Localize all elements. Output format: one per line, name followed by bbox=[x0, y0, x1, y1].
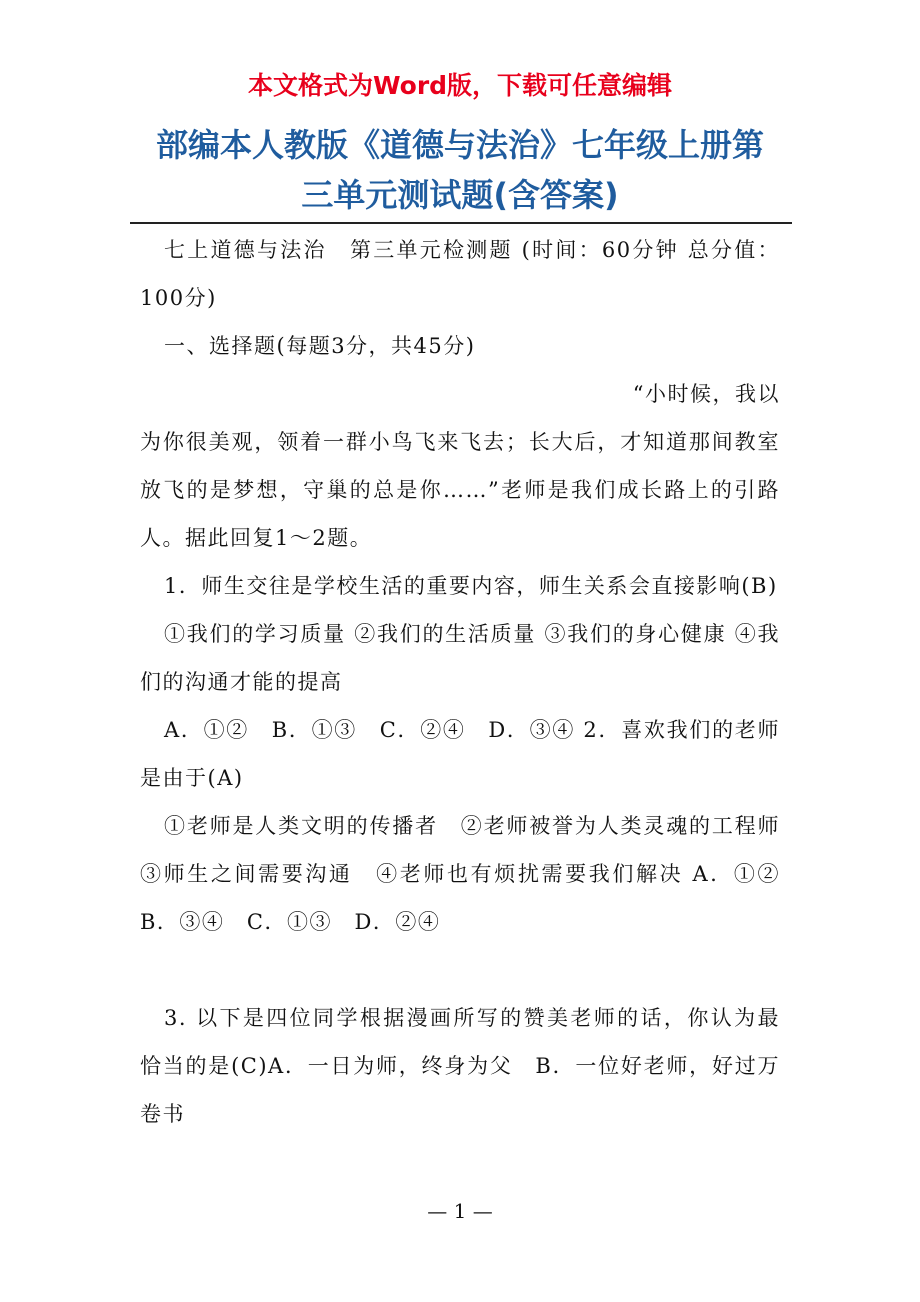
title-line-1: 部编本人教版《道德与法治》七年级上册第 bbox=[155, 126, 764, 164]
title-divider bbox=[130, 222, 792, 224]
question-1-items: ①我们的学习质量 ②我们的生活质量 ③我们的身心健康 ④我们的沟通才能的提高 bbox=[140, 622, 780, 694]
document-body bbox=[140, 226, 803, 1138]
question-1-stem: 1．师生交往是学校生活的重要内容，师生关系会直接影响(B) bbox=[164, 574, 778, 598]
download-notice: 本文格式为Word版，下载可任意编辑 bbox=[247, 71, 673, 100]
exam-header-line: 七上道德与法治 第三单元检测题 (时间：60分钟 总分值：100分) bbox=[140, 238, 780, 310]
page-number: — 1 — bbox=[427, 1199, 493, 1223]
question-2-items: ①老师是人类文明的传播者 ②老师被誉为人类灵魂的工程师 ③师生之间需要沟通 ④老师也有烦扰需要我们解决 A．①② B．③④ C．①③ D．②④ bbox=[140, 814, 803, 934]
passage-quote-start: “小时候，我以 bbox=[632, 382, 780, 406]
paragraph-gap bbox=[140, 946, 780, 994]
document-title bbox=[130, 120, 790, 220]
passage-text: 为你很美观，领着一群小鸟飞来飞去；长大后，才知道那间教室放飞的是梦想，守巢的总是你……”老师是我们成长路上的引路人。据此回复1～2题。 bbox=[140, 430, 780, 550]
question-3: 3. 以下是四位同学根据漫画所写的赞美老师的话，你认为最恰当的是(C)A．一日为师，终身为父 B．一位好老师，好过万卷书 bbox=[140, 1006, 780, 1126]
section-heading: 一、选择题(每题3分，共45分) bbox=[164, 334, 476, 358]
title-line-2: 三单元测试题(含答案) bbox=[301, 176, 619, 214]
question-1-options: A．①② B．①③ C．②④ D．③④ 2．喜欢我们的老师是由于(A) bbox=[140, 718, 780, 790]
